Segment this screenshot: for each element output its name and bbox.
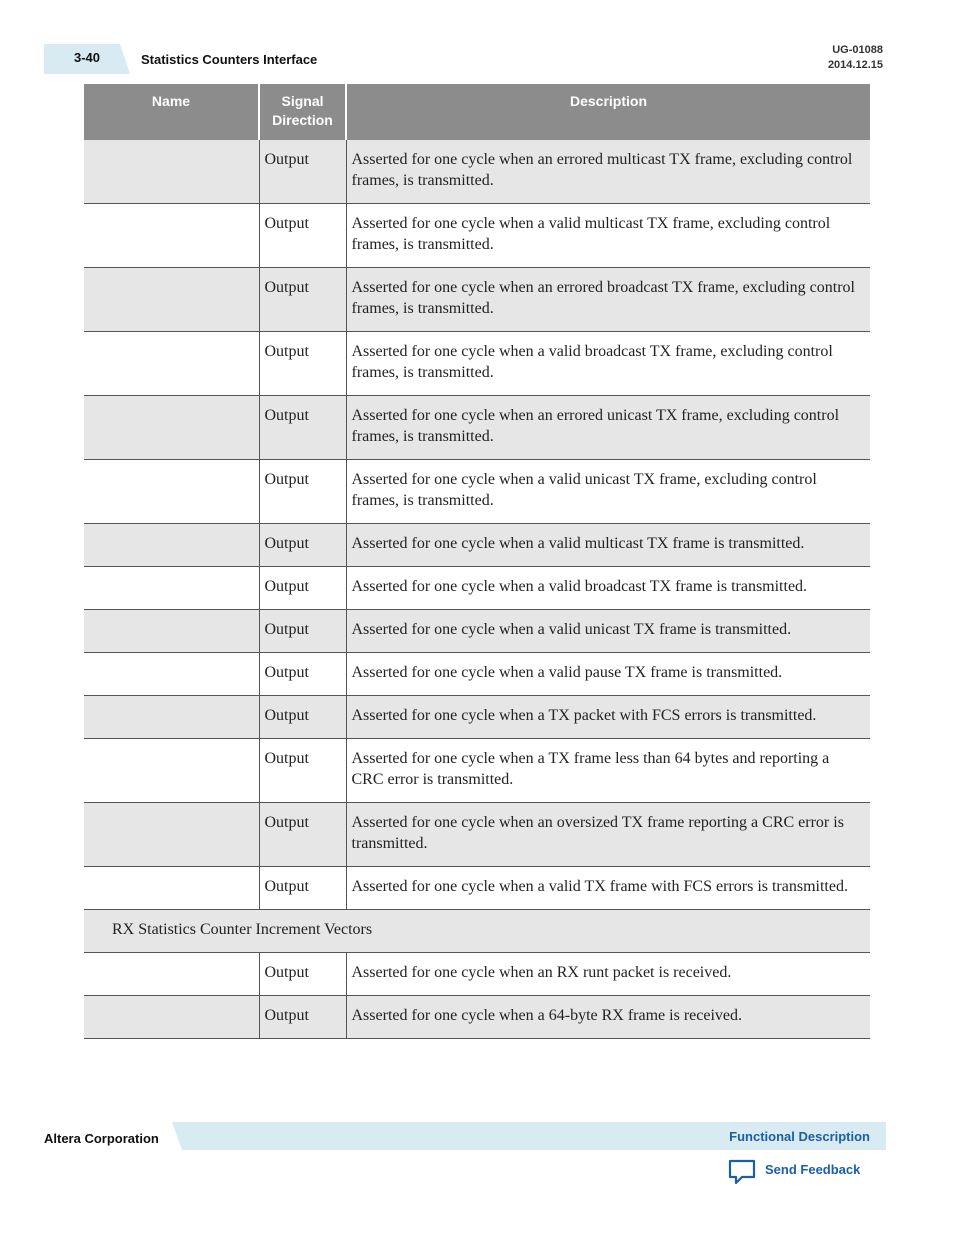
signal-description-cell: Asserted for one cycle when an RX runt packet is received. [346, 953, 870, 996]
signal-description-cell: Asserted for one cycle when a TX packet with FCS errors is transmitted. [346, 696, 870, 739]
signal-name-cell [84, 268, 259, 332]
signal-direction-cell: Output [259, 996, 346, 1039]
doc-number: UG-01088 [832, 44, 883, 56]
signal-description-cell: Asserted for one cycle when a 64-byte RX frame is received. [346, 996, 870, 1039]
signal-direction-cell: Output [259, 953, 346, 996]
table-row [84, 653, 870, 696]
chapter-link[interactable]: Functional Description [729, 1129, 870, 1144]
signal-direction-cell: Output [259, 204, 346, 268]
table-row [84, 332, 870, 396]
signal-description-cell: Asserted for one cycle when an errored unicast TX frame, excluding control frames, is transmitted. [346, 396, 870, 460]
signal-name-cell [84, 567, 259, 610]
signal-description-cell: Asserted for one cycle when a TX frame less than 64 bytes and reporting a CRC error is transmitted. [346, 739, 870, 803]
table-row [84, 996, 870, 1039]
document-id [828, 43, 883, 73]
table-row [84, 140, 870, 204]
signal-direction-cell: Output [259, 332, 346, 396]
signal-description-cell: Asserted for one cycle when an errored broadcast TX frame, excluding control frames, is transmitted. [346, 268, 870, 332]
signal-name-cell [84, 739, 259, 803]
signal-name-cell [84, 140, 259, 204]
table-row [84, 460, 870, 524]
section-title: Statistics Counters Interface [141, 52, 318, 67]
signal-name-cell [84, 524, 259, 567]
signal-description-cell: Asserted for one cycle when a valid multicast TX frame is transmitted. [346, 524, 870, 567]
signal-direction-cell: Output [259, 696, 346, 739]
signal-name-cell [84, 867, 259, 910]
signal-name-cell [84, 396, 259, 460]
signal-direction-cell: Output [259, 610, 346, 653]
signal-name-cell [84, 460, 259, 524]
signal-direction-cell: Output [259, 460, 346, 524]
company-name: Altera Corporation [44, 1131, 159, 1146]
table-row [84, 268, 870, 332]
table-row [84, 867, 870, 910]
column-header-description: Description [346, 84, 870, 140]
signal-name-cell [84, 653, 259, 696]
signal-name-cell [84, 610, 259, 653]
signal-table [84, 84, 870, 1039]
signal-direction-cell: Output [259, 524, 346, 567]
table-header-row [84, 84, 870, 140]
table-row [84, 696, 870, 739]
section-heading-cell: RX Statistics Counter Increment Vectors [84, 910, 870, 953]
signal-name-cell [84, 696, 259, 739]
signal-description-cell: Asserted for one cycle when a valid broadcast TX frame, excluding control frames, is transmitted. [346, 332, 870, 396]
table-row [84, 953, 870, 996]
signal-description-cell: Asserted for one cycle when a valid unicast TX frame is transmitted. [346, 610, 870, 653]
send-feedback-link[interactable]: Send Feedback [765, 1162, 861, 1177]
speech-bubble-icon[interactable] [727, 1158, 757, 1186]
signal-description-cell: Asserted for one cycle when a valid multicast TX frame, excluding control frames, is transmitted. [346, 204, 870, 268]
signal-description-cell: Asserted for one cycle when a valid pause TX frame is transmitted. [346, 653, 870, 696]
signal-direction-cell: Output [259, 803, 346, 867]
table-row [84, 739, 870, 803]
signal-description-cell: Asserted for one cycle when a valid TX frame with FCS errors is transmitted. [346, 867, 870, 910]
signal-description-cell: Asserted for one cycle when an errored multicast TX frame, excluding control frames, is transmitted. [346, 140, 870, 204]
signal-direction-cell: Output [259, 396, 346, 460]
signal-description-cell: Asserted for one cycle when an oversized TX frame reporting a CRC error is transmitted. [346, 803, 870, 867]
signal-description-cell: Asserted for one cycle when a valid broadcast TX frame is transmitted. [346, 567, 870, 610]
signal-name-cell [84, 953, 259, 996]
table-row [84, 396, 870, 460]
doc-date: 2014.12.15 [827, 59, 883, 71]
table-section-row [84, 910, 870, 953]
signal-description-cell: Asserted for one cycle when a valid unicast TX frame, excluding control frames, is transmitted. [346, 460, 870, 524]
signal-name-cell [84, 803, 259, 867]
table-body [84, 140, 870, 1039]
page-number: 3-40 [74, 50, 101, 65]
signal-direction-cell: Output [259, 867, 346, 910]
signal-direction-cell: Output [259, 567, 346, 610]
signal-direction-cell: Output [259, 653, 346, 696]
table-row [84, 524, 870, 567]
signal-direction-cell: Output [259, 268, 346, 332]
signal-direction-cell: Output [259, 140, 346, 204]
table-row [84, 204, 870, 268]
signal-name-cell [84, 204, 259, 268]
signal-direction-cell: Output [259, 739, 346, 803]
table-row [84, 567, 870, 610]
column-header-name: Name [84, 84, 259, 140]
table-row [84, 610, 870, 653]
signal-name-cell [84, 332, 259, 396]
signal-name-cell [84, 996, 259, 1039]
table-row [84, 803, 870, 867]
column-header-direction: Signal Direction [259, 84, 346, 140]
